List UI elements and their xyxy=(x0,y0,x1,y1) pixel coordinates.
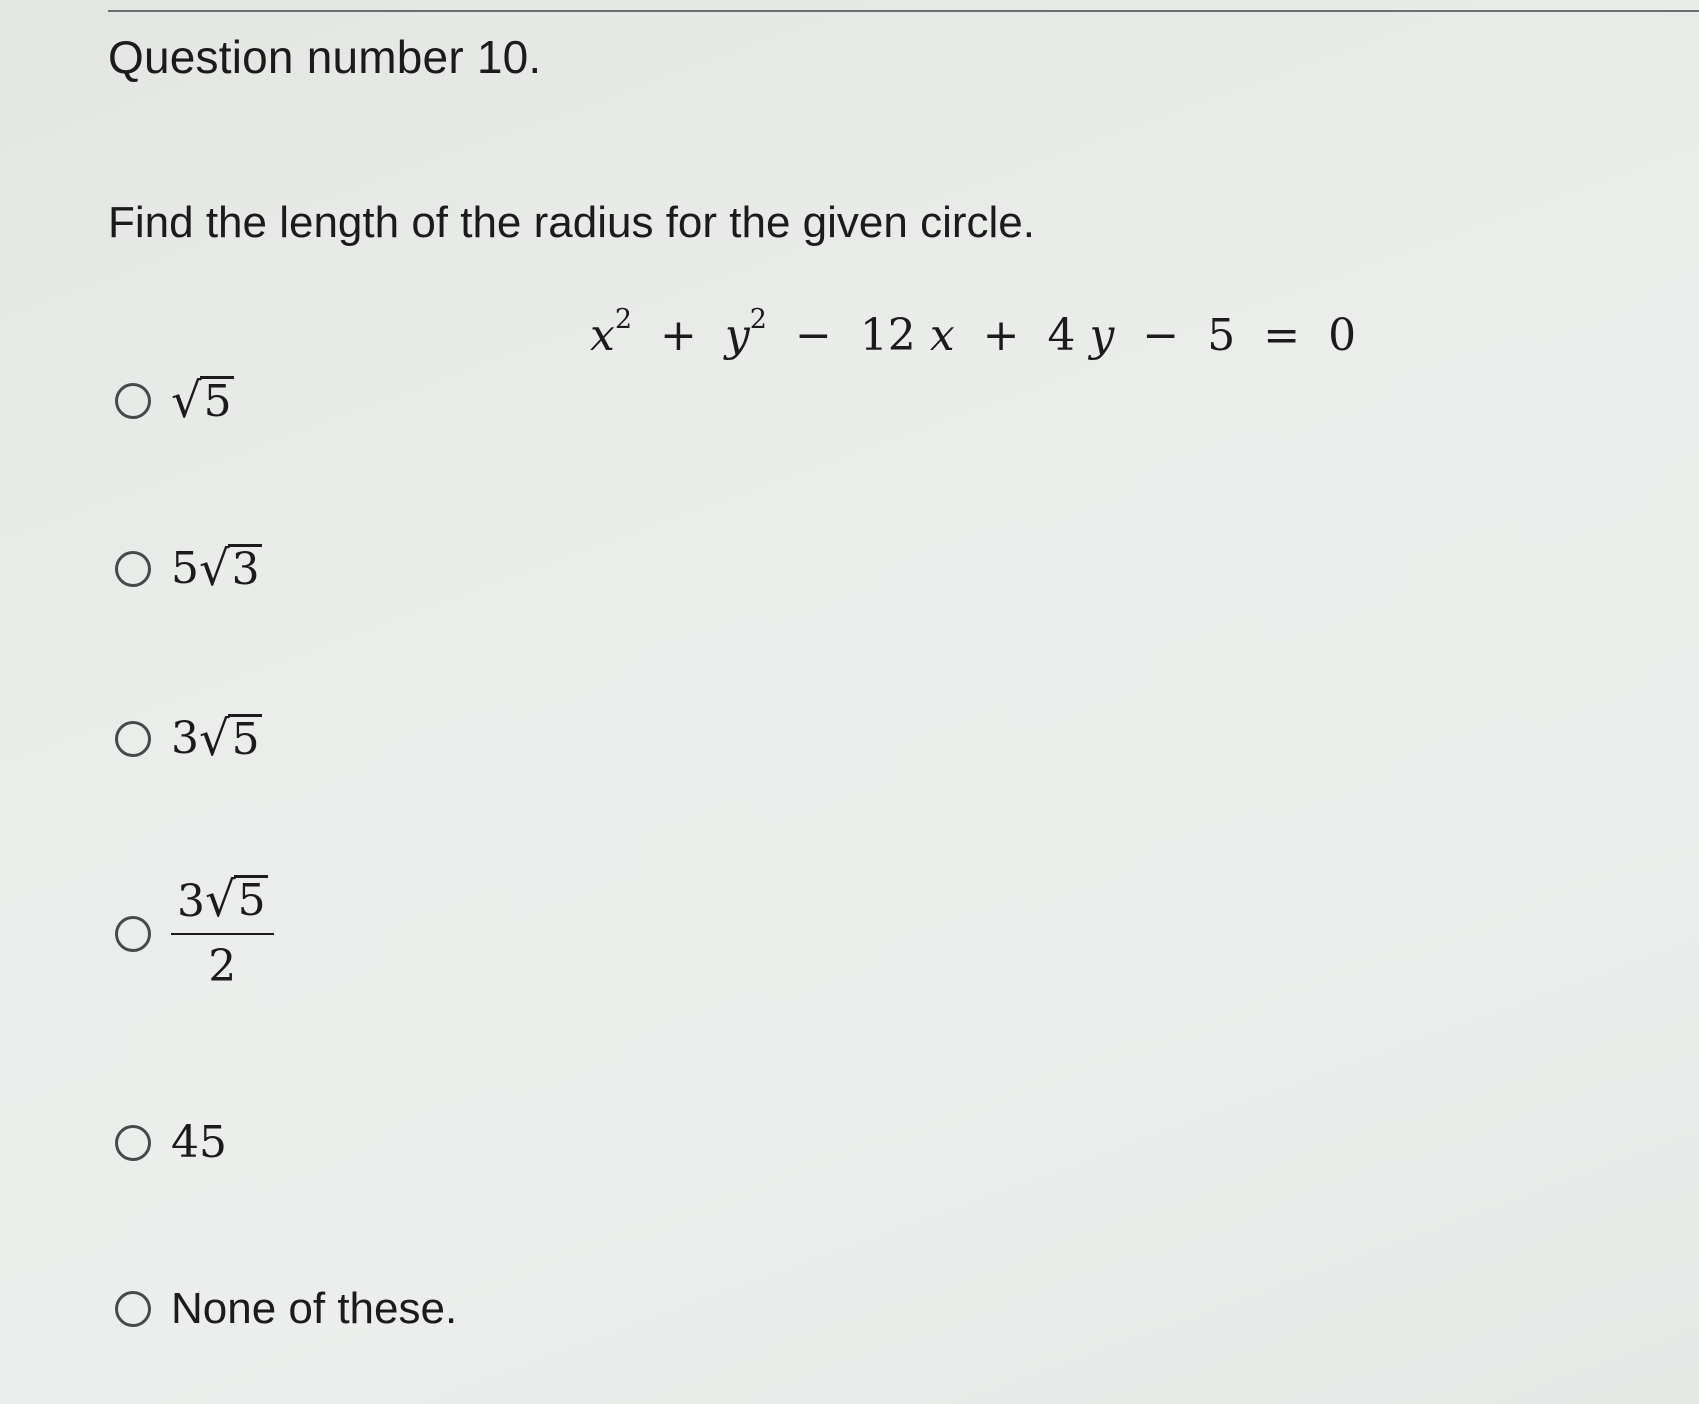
circle-equation xyxy=(590,304,1357,361)
answer-option-2[interactable] xyxy=(115,541,262,598)
eq-x: x xyxy=(590,310,615,361)
option-1-math xyxy=(171,373,234,430)
radical-sign: √ xyxy=(171,373,202,430)
eq-coef-y: 4 xyxy=(1047,310,1076,361)
answer-option-3[interactable] xyxy=(115,711,262,768)
eq-plus: + xyxy=(660,310,697,361)
question-number: Question number 10. xyxy=(108,31,542,83)
question-prompt: Find the length of the radius for the given circle. xyxy=(108,198,1035,247)
radio-button[interactable] xyxy=(115,916,151,952)
option-2-math xyxy=(171,541,262,598)
eq-y: y xyxy=(724,310,750,361)
eq-minus: − xyxy=(794,310,832,361)
eq-x-linear: x xyxy=(929,310,955,361)
radical-sign: √ xyxy=(199,541,230,598)
answer-option-6[interactable] xyxy=(115,1284,457,1334)
coefficient: 5 xyxy=(171,543,199,594)
eq-coef-x: 12 xyxy=(859,310,916,361)
option-3-math xyxy=(171,711,262,768)
radicand: 5 xyxy=(228,714,262,763)
eq-plus: + xyxy=(982,310,1020,361)
radicand: 5 xyxy=(234,875,268,924)
option-5-value: 45 xyxy=(171,1117,227,1168)
answer-option-5[interactable] xyxy=(115,1117,227,1168)
radicand: 3 xyxy=(228,544,262,593)
eq-rhs: 0 xyxy=(1328,310,1357,361)
radio-button[interactable] xyxy=(115,383,151,419)
eq-minus: − xyxy=(1142,310,1180,361)
square-root xyxy=(205,872,268,929)
top-divider xyxy=(108,10,1699,12)
eq-x-exponent: 2 xyxy=(614,304,633,336)
radical-sign: √ xyxy=(205,872,236,929)
square-root xyxy=(171,373,234,430)
radical-sign: √ xyxy=(199,711,230,768)
fraction-numerator xyxy=(171,872,274,933)
eq-y-linear: y xyxy=(1089,310,1115,361)
answer-option-1[interactable] xyxy=(115,373,234,430)
fraction-denominator: 2 xyxy=(208,941,237,993)
radicand: 5 xyxy=(200,376,234,425)
option-4-math xyxy=(171,872,274,993)
coefficient: 3 xyxy=(177,876,205,928)
radio-button[interactable] xyxy=(115,1291,151,1327)
eq-y-exponent: 2 xyxy=(749,304,767,336)
radio-button[interactable] xyxy=(115,1125,151,1161)
radio-button[interactable] xyxy=(115,721,151,757)
coefficient: 3 xyxy=(171,713,199,764)
eq-equals: = xyxy=(1263,310,1301,361)
radio-button[interactable] xyxy=(115,551,151,587)
eq-constant: 5 xyxy=(1207,310,1236,361)
option-6-label: None of these. xyxy=(171,1284,458,1333)
answer-option-4[interactable] xyxy=(115,872,274,993)
fraction xyxy=(171,872,274,993)
square-root xyxy=(199,541,262,598)
square-root xyxy=(199,711,262,768)
